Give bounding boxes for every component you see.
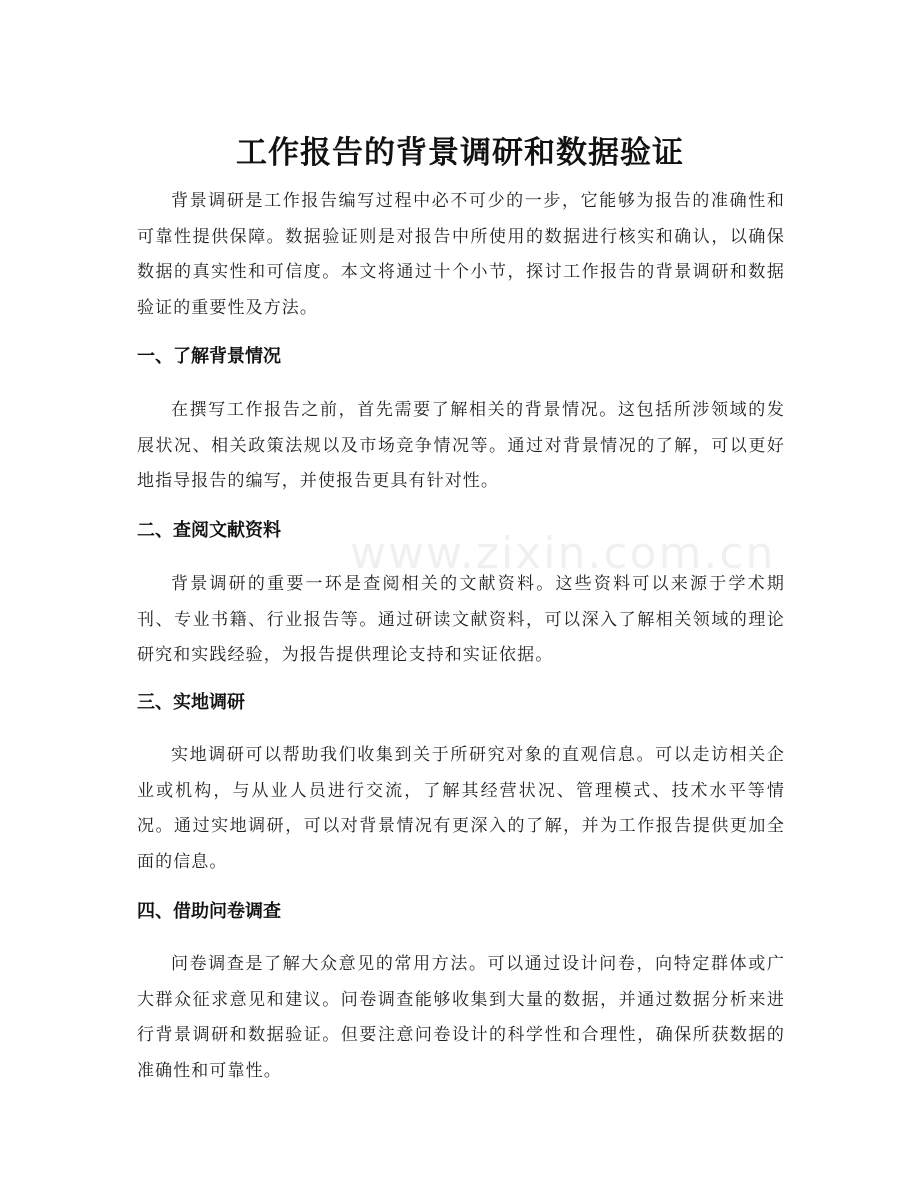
section-body-4: 问卷调查是了解大众意见的常用方法。可以通过设计问卷，向特定群体或广大群众征求意见和建议。问卷调查能够收集到大量的数据，并通过数据分析来进行背景调研和数据验证。但要注意问卷设计的科学性和合理性，确保所获数据的准确性和可靠性。: [137, 954, 785, 1081]
section-heading-3: 三、实地调研: [137, 692, 245, 713]
section-body-2: 背景调研的重要一环是查阅相关的文献资料。这些资料可以来源于学术期刊、专业书籍、行业报告等。通过研读文献资料，可以深入了解相关领域的理论研究和实践经验，为报告提供理论支持和实证依据。: [137, 574, 785, 665]
section-heading-1: 一、了解背景情况: [137, 346, 281, 367]
section-heading-4: 四、借助问卷调查: [137, 901, 281, 922]
section-body-1: 在撰写工作报告之前，首先需要了解相关的背景情况。这包括所涉领域的发展状况、相关政策法规以及市场竞争情况等。通过对背景情况的了解，可以更好地指导报告的编写，并使报告更具有针对性。: [137, 400, 785, 491]
intro-paragraph: 背景调研是工作报告编写过程中必不可少的一步，它能够为报告的准确性和可靠性提供保障。数据验证则是对报告中所使用的数据进行核实和确认，以确保数据的真实性和可信度。本文将通过十个小节，探讨工作报告的背景调研和数据验证的重要性及方法。: [137, 191, 785, 318]
watermark: www.zixin.com.cn: [350, 528, 776, 579]
document-title: 工作报告的背景调研和数据验证: [236, 134, 684, 171]
section-body-3: 实地调研可以帮助我们收集到关于所研究对象的直观信息。可以走访相关企业或机构，与从业人员进行交流，了解其经营状况、管理模式、技术水平等情况。通过实地调研，可以对背景情况有更深入的了解，并为工作报告提供更加全面的信息。: [137, 745, 785, 872]
section-heading-2: 二、查阅文献资料: [137, 520, 281, 541]
